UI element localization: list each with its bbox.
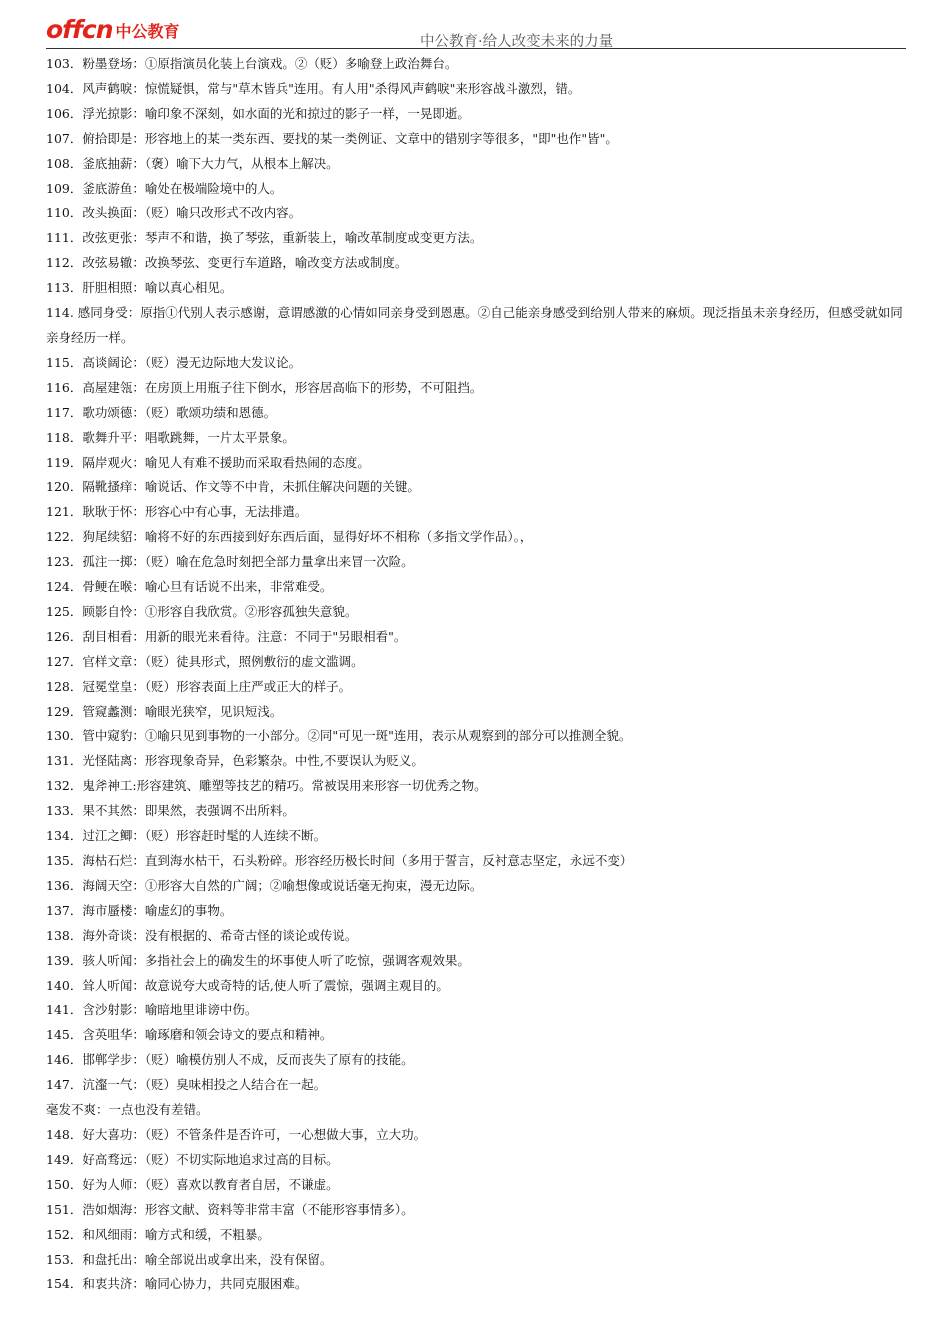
list-item: 123．孤注一掷：（贬）喻在危急时刻把全部力量拿出来冒一次险。 xyxy=(46,554,414,570)
list-item: 116．高屋建瓴：在房顶上用瓶子往下倒水，形容居高临下的形势，不可阻挡。 xyxy=(46,379,483,395)
list-item: 134．过江之鲫：（贬）形容赶时髦的人连续不断。 xyxy=(46,828,327,844)
list-item: 121．耿耿于怀：形容心中有心事，无法排遣。 xyxy=(46,504,308,520)
list-item: 125．顾影自怜：①形容自我欣赏。②形容孤独失意貌。 xyxy=(46,603,358,619)
list-item: 114. 感同身受：原指①代别人表示感谢，意谓感激的心情如同亲身受到恩惠。②自己能亲身感受到给别人带来的麻烦。现泛指虽未亲身经历，但感受就如同亲身经历一样。 xyxy=(46,305,903,345)
header-slogan: 中公教育·给人改变未来的力量 xyxy=(420,34,614,50)
list-item: 112．改弦易辙：改换琴弦、变更行车道路，喻改变方法或制度。 xyxy=(46,255,408,271)
list-item: 153．和盘托出：喻全部说出或拿出来，没有保留。 xyxy=(46,1251,333,1267)
page-header xyxy=(46,12,906,50)
list-item: 113．肝胆相照：喻以真心相见。 xyxy=(46,280,233,296)
list-item: 148．好大喜功：（贬）不管条件是否许可，一心想做大事，立大功。 xyxy=(46,1126,427,1142)
list-item: 139．骇人听闻：多指社会上的确发生的坏事使人听了吃惊，强调客观效果。 xyxy=(46,952,470,968)
list-item: 145．含英咀华：喻琢磨和领会诗文的要点和精神。 xyxy=(46,1027,333,1043)
list-item: 128．冠冕堂皇：（贬）形容表面上庄严或正大的样子。 xyxy=(46,678,352,694)
list-item: 152．和风细雨：喻方式和缓，不粗暴。 xyxy=(46,1226,270,1242)
list-item: 131．光怪陆离：形容现象奇异，色彩繁杂。中性,不要误认为贬义。 xyxy=(46,753,424,769)
logo-mark: offcn xyxy=(46,15,113,44)
idiom-list xyxy=(46,52,908,1297)
list-item: 137．海市蜃楼：喻虚幻的事物。 xyxy=(46,902,233,918)
logo-cn-text: 中公教育 xyxy=(115,22,180,41)
list-item: 136．海阔天空：①形容大自然的广阔；②喻想像或说话毫无拘束，漫无边际。 xyxy=(46,877,483,893)
list-item: 127．官样文章：（贬）徒具形式，照例敷衍的虚文滥调。 xyxy=(46,653,364,669)
list-item: 119．隔岸观火：喻见人有难不援助而采取看热闹的态度。 xyxy=(46,454,370,470)
list-item: 109．釜底游鱼：喻处在极端险境中的人。 xyxy=(46,180,283,196)
list-item: 146．邯郸学步：（贬）喻模仿别人不成，反而丧失了原有的技能。 xyxy=(46,1052,414,1068)
offcn-logo xyxy=(46,16,180,44)
header-divider xyxy=(46,48,906,49)
list-item: 140．耸人听闻：故意说夸大或奇特的话,使人听了震惊，强调主观目的。 xyxy=(46,977,449,993)
list-item: 118．歌舞升平：唱歌跳舞，一片太平景象。 xyxy=(46,429,295,445)
list-item: 135．海枯石烂：直到海水枯干，石头粉碎。形容经历极长时间（多用于誓言，反衬意志坚定，永远不变） xyxy=(46,853,633,868)
list-item: 110．改头换面：（贬）喻只改形式不改内容。 xyxy=(46,205,302,221)
list-item: 106．浮光掠影：喻印象不深刻，如水面的光和掠过的影子一样，一晃即逝。 xyxy=(46,105,470,121)
list-item: 108．釜底抽薪：（褒）喻下大力气，从根本上解决。 xyxy=(46,155,339,171)
list-item: 151．浩如烟海：形容文献、资料等非常丰富（不能形容事情多）。 xyxy=(46,1201,414,1217)
list-item: 126．刮目相看：用新的眼光来看待。注意：不同于"另眼相看"。 xyxy=(46,628,407,644)
list-item: 115．高谈阔论：（贬）漫无边际地大发议论。 xyxy=(46,354,302,370)
list-item: 130．管中窥豹：①喻只见到事物的一小部分。②同"可见一斑"连用，表示从观察到的部分可以推测全貌。 xyxy=(46,728,632,744)
list-item: 122．狗尾续貂：喻将不好的东西接到好东西后面，显得好坏不相称（多指文学作品）。， xyxy=(46,529,533,545)
list-item: 149．好高骛远：（贬）不切实际地追求过高的目标。 xyxy=(46,1151,339,1167)
list-item: 150．好为人师：（贬）喜欢以教育者自居，不谦虚。 xyxy=(46,1176,339,1192)
list-item: 120．隔靴搔痒：喻说话、作文等不中肯，未抓住解决问题的关键。 xyxy=(46,479,420,495)
list-item: 毫发不爽：一点也没有差错。 xyxy=(46,1102,209,1118)
list-item: 132．鬼斧神工:形容建筑、雕塑等技艺的精巧。常被误用来形容一切优秀之物。 xyxy=(46,778,487,794)
list-item: 129．管窥蠡测：喻眼光狭窄，见识短浅。 xyxy=(46,703,283,719)
list-item: 117．歌功颂德：（贬）歌颂功绩和恩德。 xyxy=(46,404,277,420)
list-item: 154．和衷共济：喻同心协力，共同克服困难。 xyxy=(46,1276,308,1292)
list-item: 147．沆瀣一气：（贬）臭味相投之人结合在一起。 xyxy=(46,1077,327,1093)
list-item: 103．粉墨登场：①原指演员化装上台演戏。②（贬）多喻登上政治舞台。 xyxy=(46,56,458,71)
list-item: 104．风声鹤唳：惊慌疑惧，常与"草木皆兵"连用。有人用"杀得风声鹤唳"来形容战斗激烈，错。 xyxy=(46,80,581,96)
list-item: 111．改弦更张：琴声不和谐，换了琴弦，重新装上，喻改革制度或变更方法。 xyxy=(46,230,483,246)
list-item: 107．俯拾即是：形容地上的某一类东西、要找的某一类例证、文章中的错别字等很多，"即"也作"皆"。 xyxy=(46,130,618,146)
list-item: 124．骨鲠在喉：喻心旦有话说不出来，非常难受。 xyxy=(46,579,333,595)
list-item: 138．海外奇谈：没有根据的、希奇古怪的谈论或传说。 xyxy=(46,927,358,943)
list-item: 133．果不其然：即果然，表强调不出所料。 xyxy=(46,803,295,819)
list-item: 141．含沙射影：喻暗地里诽谤中伤。 xyxy=(46,1002,258,1018)
